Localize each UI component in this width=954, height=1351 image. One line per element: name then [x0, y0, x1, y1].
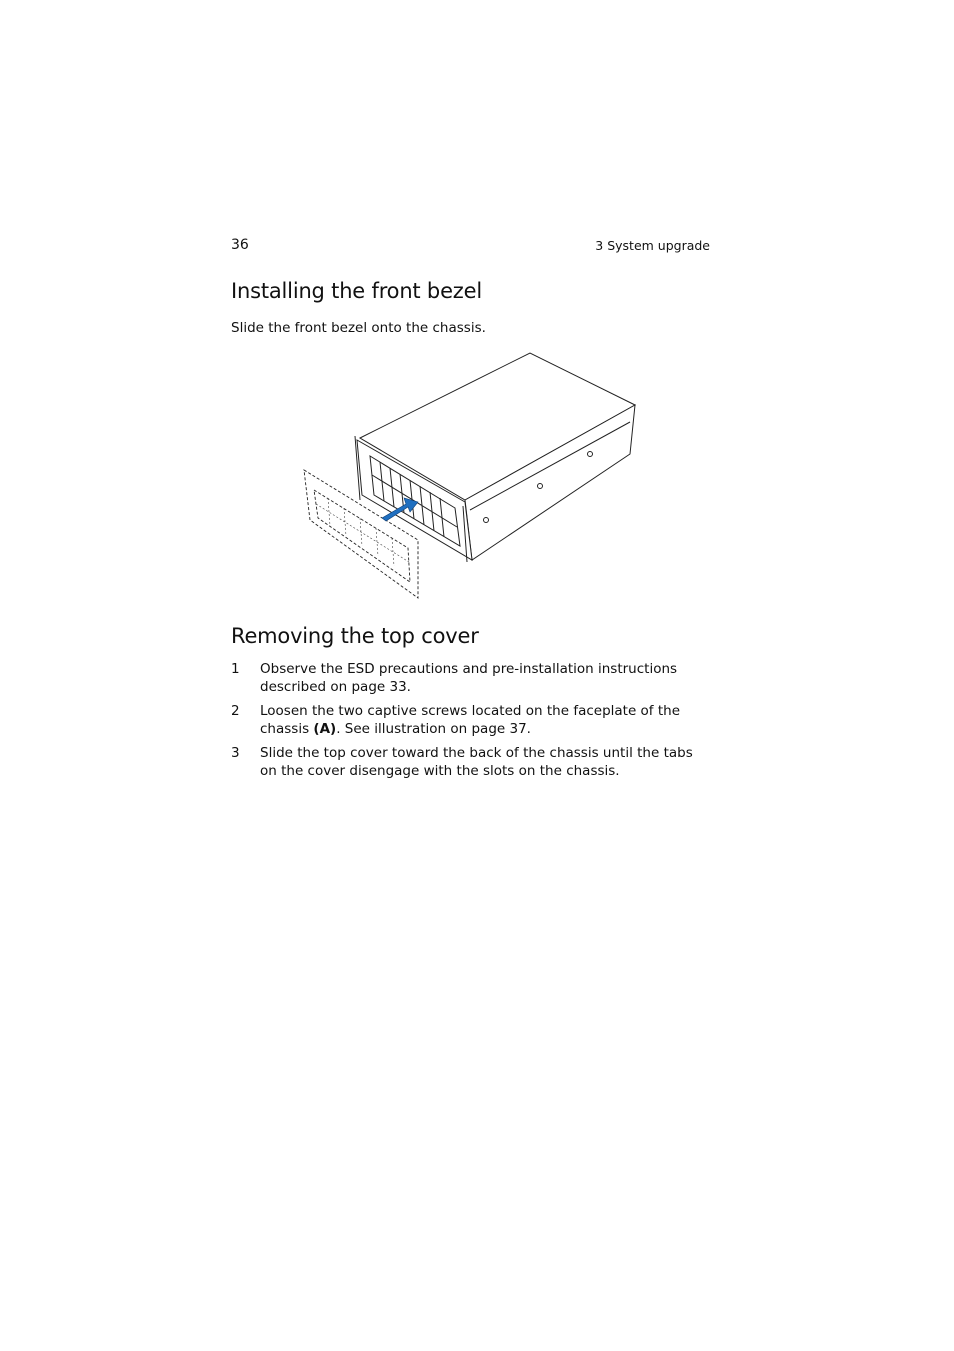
step-number: 1	[231, 661, 240, 677]
step-number: 2	[231, 703, 240, 719]
step-number: 3	[231, 745, 240, 761]
chassis-bezel-illustration	[300, 350, 640, 602]
page-number: 36	[231, 237, 249, 253]
bezel-instruction: Slide the front bezel onto the chassis.	[231, 320, 486, 336]
chapter-header: 3 System upgrade	[595, 238, 710, 253]
removal-steps	[231, 660, 711, 786]
step-text-before: Loosen the two captive screws located on the faceplate of the chassis	[260, 703, 681, 737]
step-text: Slide the top cover toward the back of the chassis until the tabs on the cover disengage with the slots on the chassis.	[260, 745, 693, 779]
section-title-removing-top-cover: Removing the top cover	[231, 624, 479, 648]
section-title-installing-front-bezel: Installing the front bezel	[231, 279, 482, 303]
step-item	[231, 660, 711, 696]
step-item	[231, 702, 711, 738]
step-text-after: . See illustration on page 37.	[336, 721, 531, 737]
step-item	[231, 744, 711, 780]
step-text: Observe the ESD precautions and pre-installation instructions described on page 33.	[260, 661, 678, 695]
step-bold-label: (A)	[313, 721, 337, 737]
